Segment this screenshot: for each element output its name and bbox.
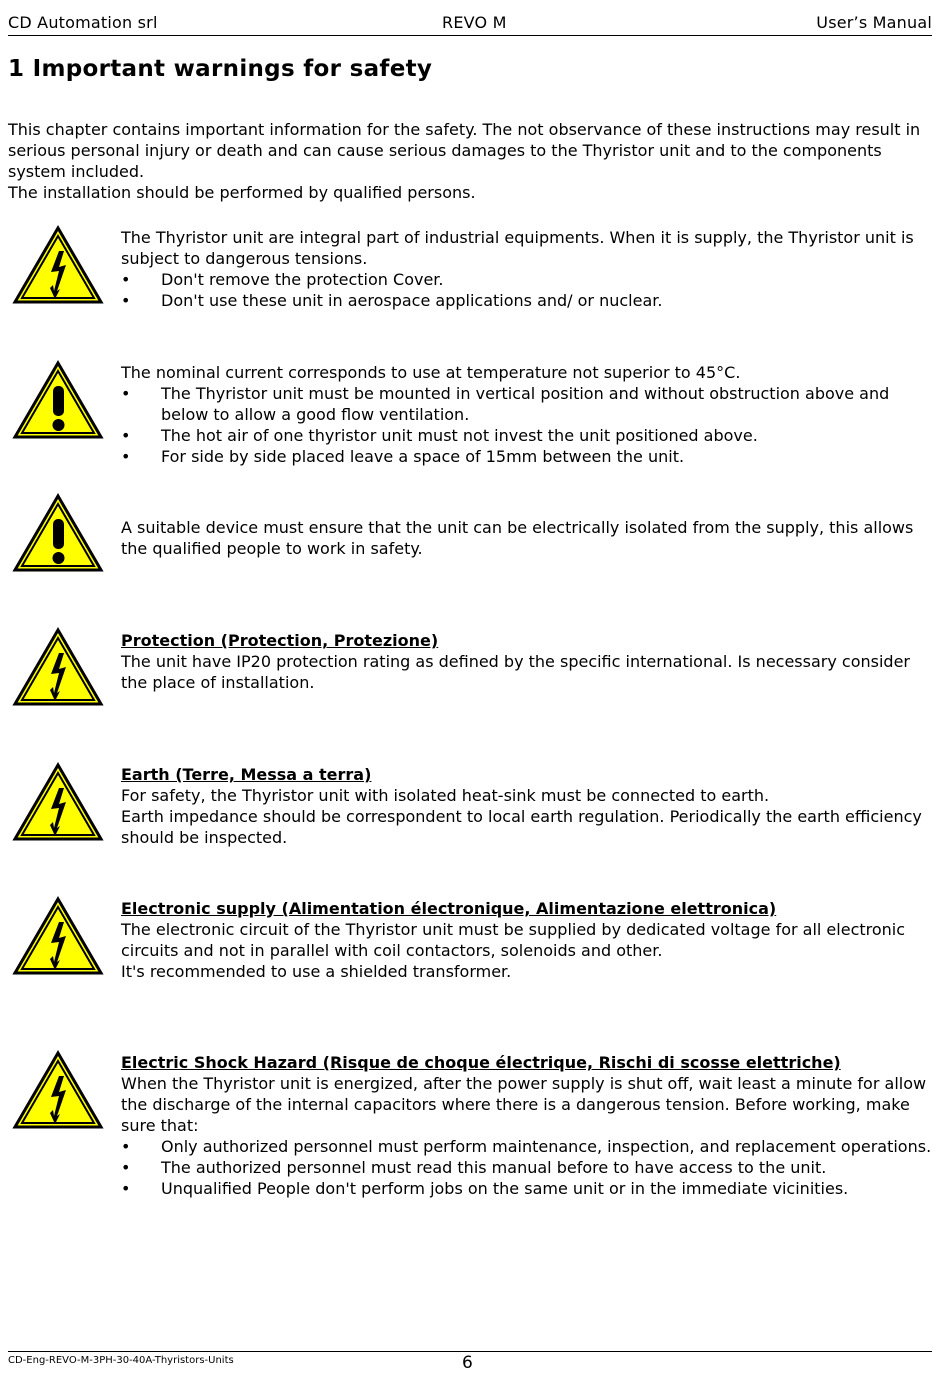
warning-text: The Thyristor unit are integral part of industrial equipments. When it is supply, the Thyristor unit is subject to dangerous tensions. — [121, 228, 914, 268]
high-voltage-warning-icon — [12, 627, 104, 707]
warning-text: A suitable device must ensure that the unit can be electrically isolated from the supply, this allows the qualified people to work in safety. — [121, 518, 914, 558]
page-header — [8, 13, 932, 36]
list-item: • Only authorized personnel must perform maintenance, inspection, and replacement operations. — [121, 1136, 936, 1157]
section-heading: Protection (Protection, Protezione) — [121, 631, 439, 650]
company-name: CD Automation srl — [8, 13, 158, 32]
section-heading: Electric Shock Hazard (Risque de choque électrique, Rischi di scosse elettriche) — [121, 1053, 841, 1072]
bullet-list — [121, 269, 936, 311]
high-voltage-warning-icon — [12, 1050, 104, 1130]
page-number: 6 — [462, 1353, 473, 1373]
warning-section-2 — [121, 362, 936, 467]
intro-section — [8, 119, 938, 203]
warning-text: The nominal current corresponds to use at temperature not superior to 45°C. — [121, 363, 741, 382]
list-item: • For side by side placed leave a space of 15mm between the unit. — [121, 446, 936, 467]
list-item: • Don't remove the protection Cover. — [121, 269, 936, 290]
warning-text: The unit have IP20 protection rating as defined by the specific international. Is necessary consider the place of installation. — [121, 652, 910, 692]
list-item: • Don't use these unit in aerospace applications and/ or nuclear. — [121, 290, 936, 311]
high-voltage-warning-icon — [12, 762, 104, 842]
warning-section-1 — [121, 227, 936, 311]
list-item: • The authorized personnel must read this manual before to have access to the unit. — [121, 1157, 936, 1178]
list-item: • The hot air of one thyristor unit must not invest the unit positioned above. — [121, 425, 936, 446]
intro-paragraph: This chapter contains important information for the safety. The not observance of these instructions may result in serious personal injury or death and can cause serious damages to the Thyristor unit and to the components system included. — [8, 120, 921, 181]
earth-section — [121, 764, 936, 848]
document-code: CD-Eng-REVO-M-3PH-30-40A-Thyristors-Units — [8, 1355, 234, 1366]
document-type: User’s Manual — [816, 13, 932, 32]
electronic-supply-section — [121, 898, 936, 982]
high-voltage-warning-icon — [12, 225, 104, 305]
page-title: 1 Important warnings for safety — [8, 56, 433, 82]
warning-text: It's recommended to use a shielded transformer. — [121, 962, 512, 981]
intro-installation: The installation should be performed by qualified persons. — [8, 183, 476, 202]
protection-section — [121, 630, 936, 693]
list-item: • The Thyristor unit must be mounted in vertical position and without obstruction above and below to allow a good flow ventilation. — [121, 383, 936, 425]
bullet-list — [121, 1136, 936, 1199]
bullet-list — [121, 383, 936, 467]
electric-shock-section — [121, 1052, 936, 1199]
product-name: REVO M — [442, 13, 507, 32]
high-voltage-warning-icon — [12, 896, 104, 976]
section-heading: Earth (Terre, Messa a terra) — [121, 765, 372, 784]
general-warning-icon — [12, 360, 104, 440]
warning-text: When the Thyristor unit is energized, after the power supply is shut off, wait least a minute for allow the discharge of the internal capacitors where there is a dangerous tension. Before working, make sure that: — [121, 1074, 927, 1135]
page-footer — [8, 1351, 932, 1378]
warning-text: Earth impedance should be correspondent to local earth regulation. Periodically the earth efficiency should be inspected. — [121, 807, 922, 847]
list-item: • Unqualified People don't perform jobs on the same unit or in the immediate vicinities. — [121, 1178, 936, 1199]
warning-section-3 — [121, 517, 936, 559]
warning-text: For safety, the Thyristor unit with isolated heat-sink must be connected to earth. — [121, 786, 770, 805]
section-heading: Electronic supply (Alimentation électronique, Alimentazione elettronica) — [121, 899, 777, 918]
general-warning-icon — [12, 493, 104, 573]
warning-text: The electronic circuit of the Thyristor unit must be supplied by dedicated voltage for all electronic circuits and not in parallel with coil contactors, solenoids and other. — [121, 920, 906, 960]
